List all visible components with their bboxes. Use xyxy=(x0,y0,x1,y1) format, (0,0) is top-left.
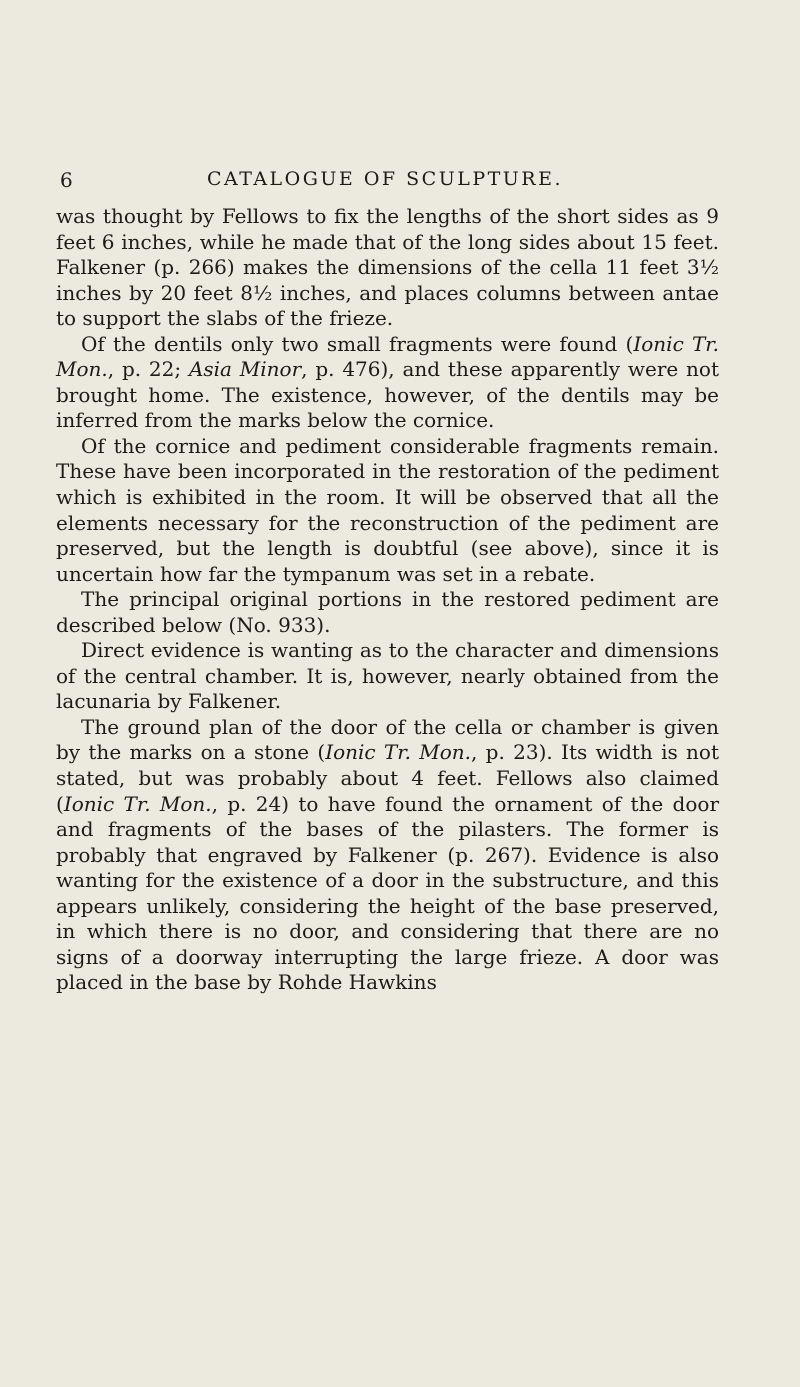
running-title: CATALOGUE OF SCULPTURE. xyxy=(206,168,564,190)
paragraph xyxy=(56,434,719,587)
text-run: , p. 476), and these apparently were not brought home. The existence, however, of the dentils may be inferred from the marks below the cornice. xyxy=(56,357,719,433)
italic-citation: Asia Minor xyxy=(188,357,302,382)
running-head xyxy=(60,168,710,198)
paragraph xyxy=(56,638,719,715)
paragraph xyxy=(56,204,719,332)
text-run: Of the dentils only two small fragments were found ( xyxy=(81,331,634,356)
paragraph xyxy=(56,587,719,638)
text-run: , p. 24) to have found the ornament of the door and fragments of the bases of the pilasters. The former is probably that engraved by Falkener (p. 267). Evidence is also wanting for the existence of a door in the substructure, and this appears unlikely, considering the height of the base preserved, in which there is no door, and considering that there are no signs of a doorway interrupting the large frieze. A door was placed in the base by Rohde Hawkins xyxy=(56,791,719,995)
italic-citation: Ionic Tr. Mon. xyxy=(56,331,719,382)
text-run: was thought by Fellows to fix the lengths of the short sides as 9 feet 6 inches, while he made that of the long sides about 15 feet. Falkener (p. 266) makes the dimensions of the cella 11 feet 3½ inches by 20 feet 8½ inches, and places columns between antae to support the slabs of the frieze. xyxy=(56,204,719,331)
text-run: Direct evidence is wanting as to the character and dimensions of the central chamber. It is, however, nearly obtained from the lacunaria by Falkener. xyxy=(56,638,719,714)
paragraph xyxy=(56,332,719,434)
text-run: , p. 23). Its width is not stated, but was probably about 4 feet. Fellows also claimed ( xyxy=(56,740,720,816)
text-run: Of the cornice and pediment considerable fragments remain. These have been incorporated in the restoration of the pediment which is exhibited in the room. It will be observed that all the elements necessary for the reconstruction of the pediment are preserved, but the length is doubtful (see above), since it is uncertain how far the tympanum was set in a rebate. xyxy=(56,433,719,586)
italic-citation: Ionic Tr. Mon. xyxy=(63,791,212,816)
page-number: 6 xyxy=(60,168,74,192)
body-text xyxy=(56,204,719,996)
text-run: The ground plan of the door of the cella or chamber is given by the marks on a stone ( xyxy=(56,714,719,765)
text-run: , p. 22; xyxy=(107,357,189,382)
text-run: The principal original portions in the restored pediment are described below (No. 933). xyxy=(56,587,719,637)
italic-citation: Ionic Tr. Mon. xyxy=(325,740,472,765)
paragraph xyxy=(56,715,719,996)
